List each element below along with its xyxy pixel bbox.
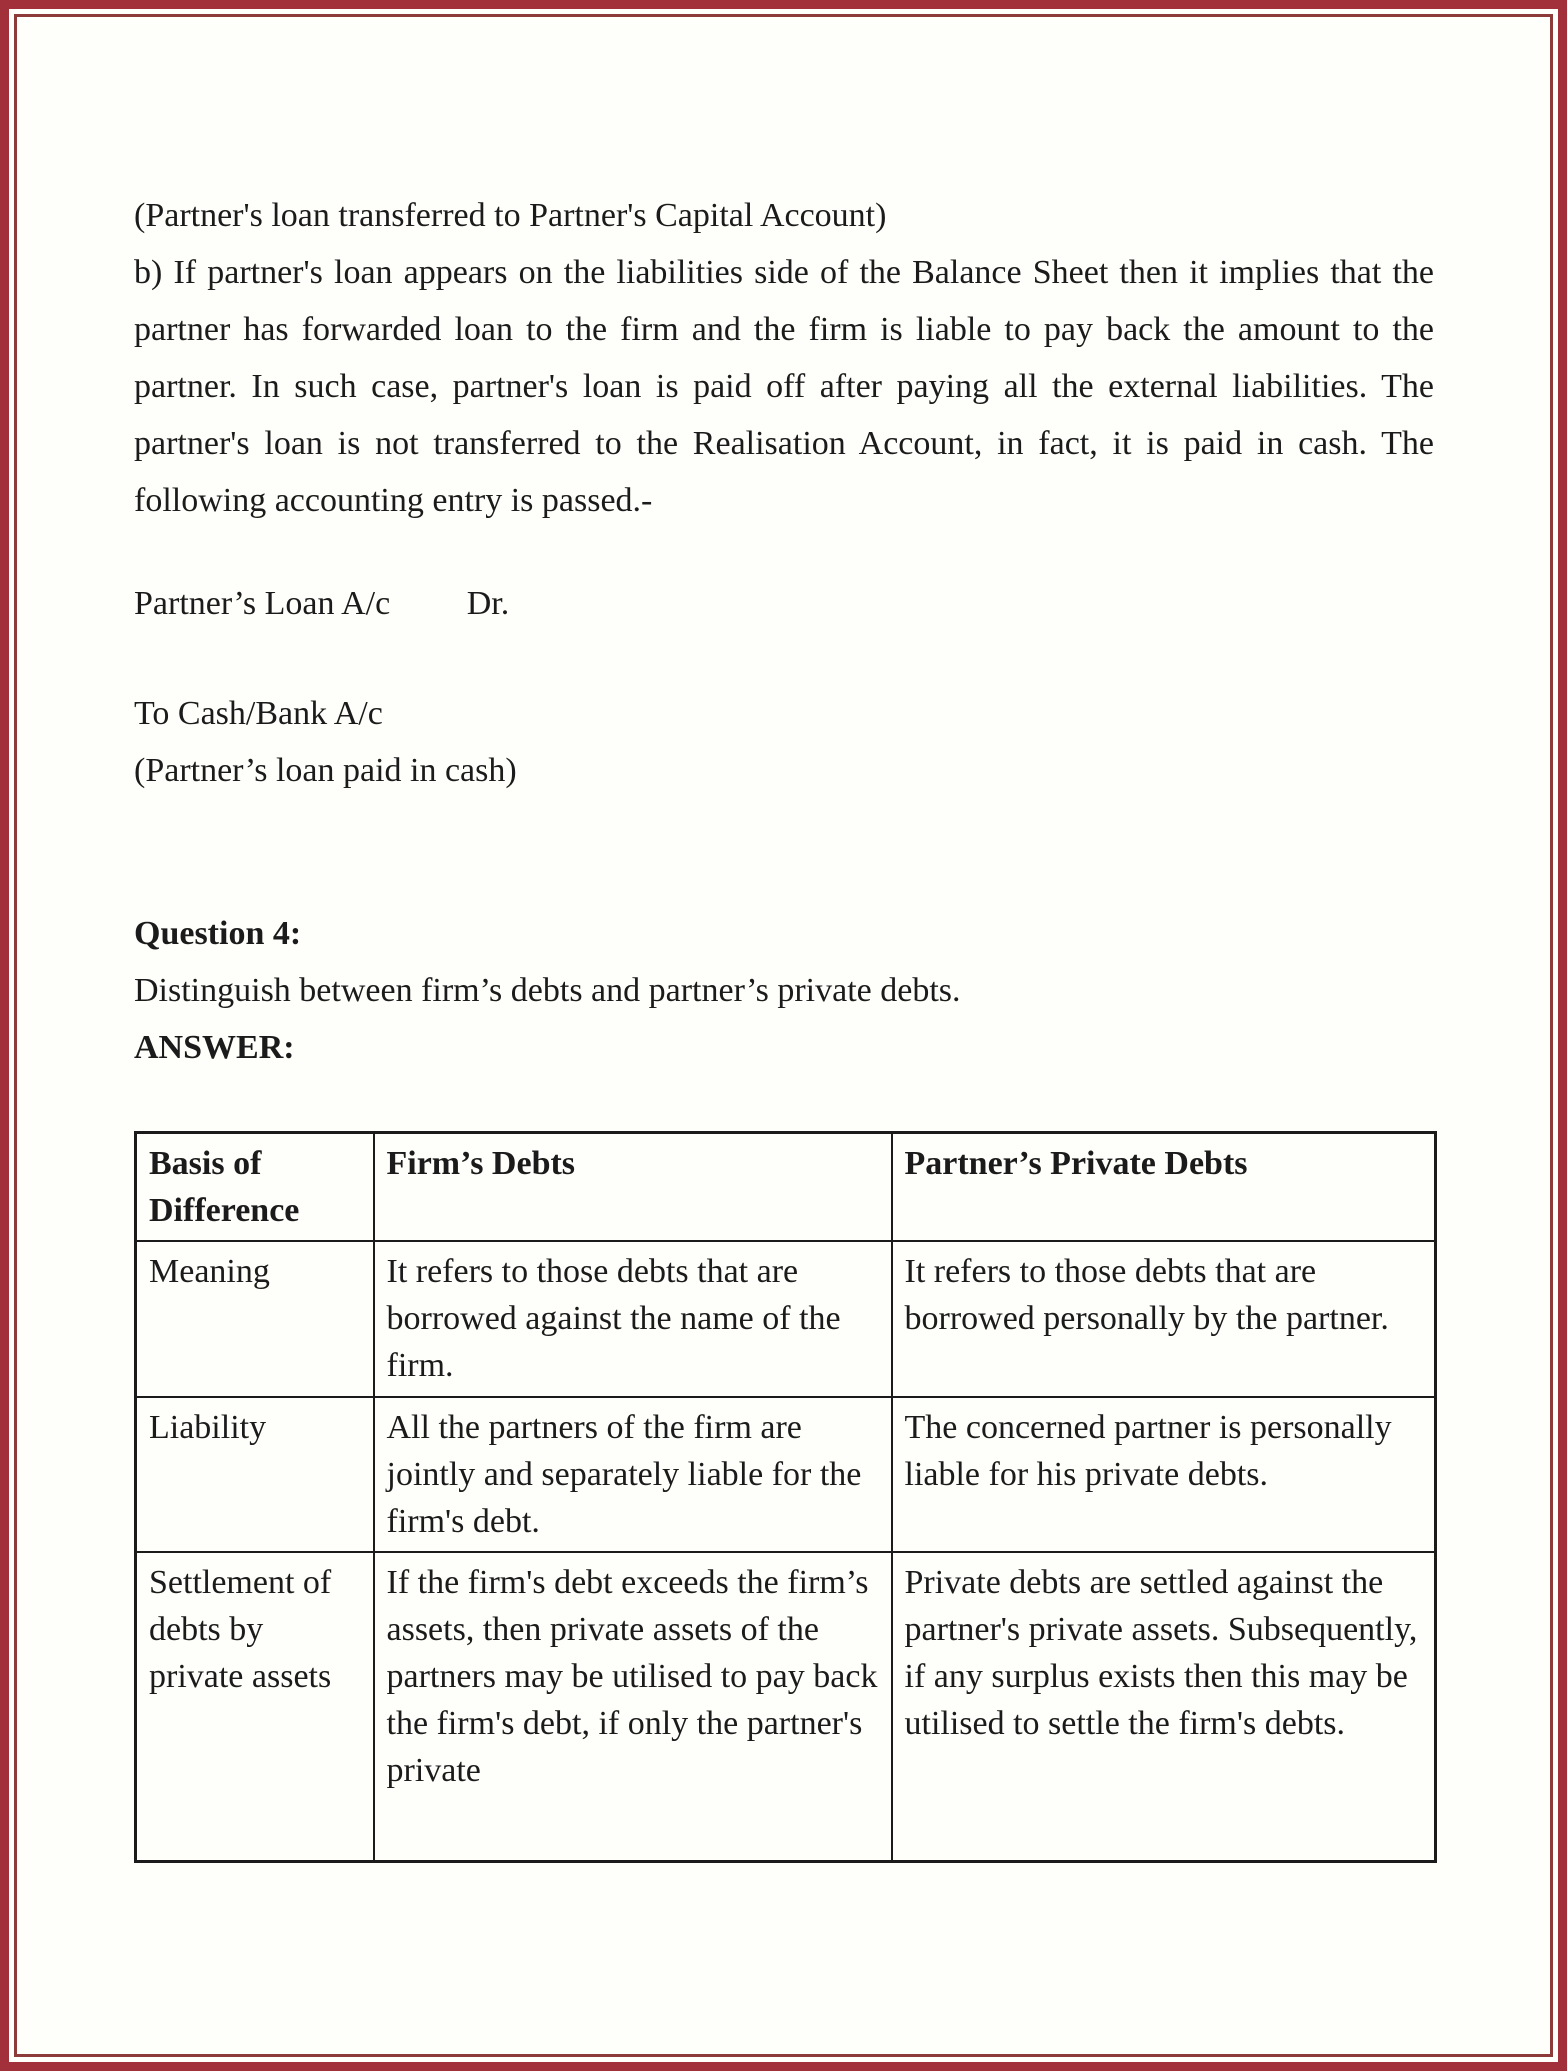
- table-header-row: [136, 1133, 1436, 1242]
- narration-capital-transfer: (Partner's loan transferred to Partner's Capital Account): [134, 197, 887, 234]
- page-inner-frame: [14, 14, 1553, 2057]
- table-row: [136, 1241, 1436, 1397]
- question-heading: Question 4:: [134, 915, 302, 952]
- cell-basis-settlement: Settlement of debts by private assets: [136, 1552, 374, 1861]
- question-text: Distinguish between firm’s debts and partner’s private debts.: [134, 972, 961, 1009]
- cell-partner-settlement: Private debts are settled against the partner's private assets. Subsequently, if any surplus exists then this may be utilised to settle the firm's debts.: [892, 1552, 1436, 1861]
- journal-debit-marker: Dr.: [466, 585, 510, 622]
- journal-credit-line: To Cash/Bank A/c: [134, 695, 383, 732]
- cell-basis-liability: Liability: [136, 1397, 374, 1552]
- cell-firm-settlement: If the firm's debt exceeds the firm’s assets, then private assets of the partners may be utilised to pay back the firm's debt, if only the partner's private: [374, 1552, 892, 1861]
- page-content: [17, 17, 1550, 1863]
- cell-firm-liability: All the partners of the firm are jointly and separately liable for the firm's debt.: [374, 1397, 892, 1552]
- column-header-partners-private-debts: Partner’s Private Debts: [892, 1133, 1436, 1242]
- table-row: [136, 1552, 1436, 1861]
- table-row: [136, 1397, 1436, 1552]
- journal-debit-account: Partner’s Loan A/c: [134, 585, 391, 622]
- journal-narration: (Partner’s loan paid in cash): [134, 752, 517, 789]
- comparison-table: [134, 1131, 1437, 1863]
- cell-basis-meaning: Meaning: [136, 1241, 374, 1397]
- column-header-basis: Basis of Difference: [136, 1133, 374, 1242]
- cell-partner-meaning: It refers to those debts that are borrowed personally by the partner.: [892, 1241, 1436, 1397]
- answer-heading: ANSWER:: [134, 1029, 295, 1066]
- cell-partner-liability: The concerned partner is personally liable for his private debts.: [892, 1397, 1436, 1552]
- column-header-firms-debts: Firm’s Debts: [374, 1133, 892, 1242]
- cell-firm-meaning: It refers to those debts that are borrowed against the name of the firm.: [374, 1241, 892, 1397]
- journal-debit-line: [134, 575, 1434, 632]
- paragraph-partner-loan-liabilities: b) If partner's loan appears on the liabilities side of the Balance Sheet then it implies that the partner has forwarded loan to the firm and the firm is liable to pay back the amount to the partner. In such case, partner's loan is paid off after paying all the external liabilities. The partner's loan is not transferred to the Realisation Account, in fact, it is paid in cash. The following accounting entry is passed.-: [134, 254, 1434, 519]
- page-border-gap: [9, 9, 1558, 2062]
